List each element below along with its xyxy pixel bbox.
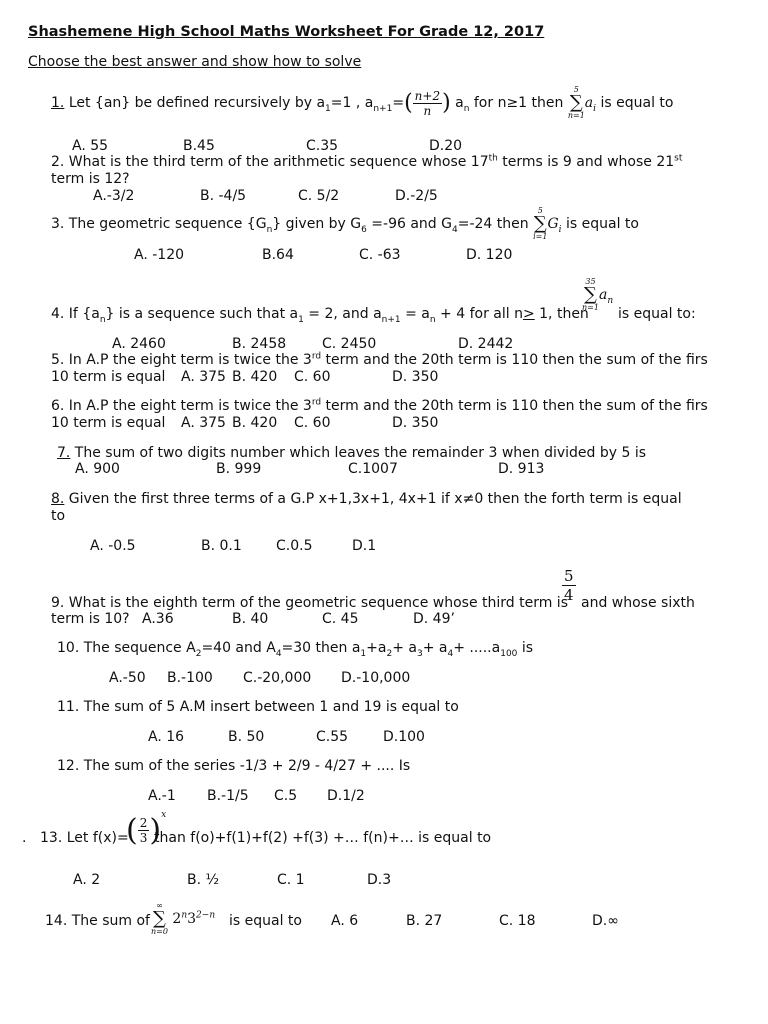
q11-option-c[interactable]: C.55: [316, 729, 349, 745]
question-14: 14. The sum of: [45, 913, 150, 929]
question-11: 11. The sum of 5 A.M insert between 1 and 19 is equal to: [57, 699, 459, 715]
q11-option-d[interactable]: D.100: [383, 729, 425, 745]
q12-option-a[interactable]: A.-1: [148, 788, 176, 804]
question-6-line2: 10 term is equal: [51, 415, 166, 431]
q8-option-b[interactable]: B. 0.1: [201, 538, 242, 554]
q8-option-a[interactable]: A. -0.5: [90, 538, 136, 554]
q10-option-a[interactable]: A.-50: [109, 670, 146, 686]
q1-option-d[interactable]: D.20: [429, 138, 463, 154]
q11-option-b[interactable]: B. 50: [228, 729, 265, 745]
q2-option-c[interactable]: C. 5/2: [298, 188, 340, 204]
q7-option-b[interactable]: B. 999: [216, 461, 262, 477]
fraction-2-3: ( $\frac{2}{3}$ )$^x$: [126, 809, 167, 848]
question-5-line2: 10 term is equal: [51, 369, 166, 385]
q4-option-b[interactable]: B. 2458: [232, 336, 287, 352]
q14-option-d[interactable]: D.∞: [592, 913, 619, 929]
q11-option-a[interactable]: A. 16: [148, 729, 185, 745]
question-2: 2. What is the third term of the arithmetic sequence whose 17th terms is 9 and whose 21st: [51, 153, 683, 170]
fraction: $\frac{n+2}{n}$: [414, 88, 441, 118]
question-8-line2: to: [51, 508, 66, 524]
q7-option-c[interactable]: C.1007: [348, 461, 398, 477]
q9-option-a[interactable]: A.36: [142, 611, 174, 627]
q3-option-d[interactable]: D. 120: [466, 247, 513, 263]
q6-option-b[interactable]: B. 420: [232, 415, 278, 431]
q10-option-d[interactable]: D.-10,000: [341, 670, 411, 686]
q2-option-b[interactable]: B. -4/5: [200, 188, 247, 204]
question-7: 7. The sum of two digits number which leaves the remainder 3 when divided by 5 is: [57, 445, 647, 461]
question-5: 5. In A.P the eight term is twice the 3rd term and the 20th term is 110 then the sum of the firs: [51, 351, 708, 368]
question-number: 8.: [51, 491, 65, 507]
question-1: 1. Let {an} be defined recursively by $a_1=1$ , $a_{n+1}=$( $\frac{n+2}{n}$ ) $a_n$ for n≥1 then 5 ∑ n=1 $a_i$ is equal to: [51, 85, 674, 120]
q10-option-b[interactable]: B.-100: [167, 670, 213, 686]
question-13-tail: than f(o)+f(1)+f(2) +f(3) +… f(n)+… is equal to: [154, 830, 492, 846]
q9-option-d[interactable]: D. 49’: [413, 611, 455, 627]
q14-option-a[interactable]: A. 6: [331, 913, 359, 929]
question-9-tail: and whose sixth: [581, 595, 695, 611]
summation-symbol: 5 ∑ n=1: [567, 85, 585, 120]
q2-option-a[interactable]: A.-3/2: [93, 188, 135, 204]
q7-option-a[interactable]: A. 900: [75, 461, 120, 477]
question-4-tail: is equal to:: [618, 306, 696, 322]
question-8: 8. Given the first three terms of a G.P x+1,3x+1, 4x+1 if x≠0 then the forth term is equal: [51, 491, 682, 507]
question-14-tail: is equal to: [229, 913, 302, 929]
q1-option-b[interactable]: B.45: [183, 138, 215, 154]
question-13: 13. Let f(x)=: [40, 830, 129, 846]
question-2-line2: term is 12?: [51, 171, 130, 187]
question-number: 1.: [51, 95, 65, 111]
q9-option-b[interactable]: B. 40: [232, 611, 269, 627]
q6-option-c[interactable]: C. 60: [294, 415, 331, 431]
q12-option-b[interactable]: B.-1/5: [207, 788, 249, 804]
question-9: 9. What is the eighth term of the geometric sequence whose third term is: [51, 595, 568, 611]
q13-option-d[interactable]: D.3: [367, 872, 392, 888]
q12-option-c[interactable]: C.5: [274, 788, 298, 804]
q6-option-d[interactable]: D. 350: [392, 415, 439, 431]
summation-block: 35 ∑ n=1 $a_n$: [582, 277, 614, 312]
q5-option-b[interactable]: B. 420: [232, 369, 278, 385]
question-number: 7.: [57, 445, 71, 461]
q12-option-d[interactable]: D.1/2: [327, 788, 365, 804]
q4-option-d[interactable]: D. 2442: [458, 336, 514, 352]
q10-option-c[interactable]: C.-20,000: [243, 670, 312, 686]
question-12: 12. The sum of the series -1/3 + 2/9 - 4/27 + .... Is: [57, 758, 411, 774]
q1-option-c[interactable]: C.35: [306, 138, 339, 154]
question-9-line2: term is 10?: [51, 611, 130, 627]
q4-option-a[interactable]: A. 2460: [112, 336, 166, 352]
summation-block: ∞ ∑ n=0 $2^n3^{2-n}$: [151, 901, 216, 936]
bullet-dot: .: [22, 830, 27, 846]
q2-option-d[interactable]: D.-2/5: [395, 188, 438, 204]
q14-option-c[interactable]: C. 18: [499, 913, 536, 929]
question-10: 10. The sequence $A_2=40$ and $A_4=30$ then $a_1+a_2+ a_3+ a_4+ .....a_{100}$ is: [57, 640, 534, 659]
q4-option-c[interactable]: C. 2450: [322, 336, 377, 352]
instruction: Choose the best answer and show how to solve: [28, 54, 362, 70]
q5-option-a[interactable]: A. 375: [181, 369, 226, 385]
question-6: 6. In A.P the eight term is twice the 3rd term and the 20th term is 110 then the sum of the firs: [51, 397, 708, 414]
q5-option-c[interactable]: C. 60: [294, 369, 331, 385]
fraction-5-4: 5 4: [564, 567, 574, 604]
q8-option-d[interactable]: D.1: [352, 538, 377, 554]
q5-option-d[interactable]: D. 350: [392, 369, 439, 385]
q3-option-c[interactable]: C. -63: [359, 247, 401, 263]
q14-option-b[interactable]: B. 27: [406, 913, 443, 929]
question-3: 3. The geometric sequence $\{G_n\}$ given by $G_6 =-96$ and $G_4=-24$ then 5 ∑ i=1 $G_i$ is equal to: [51, 206, 639, 241]
q9-option-c[interactable]: C. 45: [322, 611, 359, 627]
q3-option-a[interactable]: A. -120: [134, 247, 185, 263]
q7-option-d[interactable]: D. 913: [498, 461, 545, 477]
q8-option-c[interactable]: C.0.5: [276, 538, 313, 554]
q1-option-a[interactable]: A. 55: [72, 138, 109, 154]
q13-option-b[interactable]: B. ½: [187, 872, 220, 888]
question-4: 4. If $\{a_n\}$ is a sequence such that $a_1 = 2$, and $a_{n+1} = a_n + 4$ for all n> 1, then: [51, 306, 589, 325]
q13-option-a[interactable]: A. 2: [73, 872, 101, 888]
q13-option-c[interactable]: C. 1: [277, 872, 305, 888]
q3-option-b[interactable]: B.64: [262, 247, 294, 263]
q6-option-a[interactable]: A. 375: [181, 415, 226, 431]
summation-symbol: 5 ∑ i=1: [533, 206, 548, 241]
worksheet-title: Shashemene High School Maths Worksheet For Grade 12, 2017: [28, 24, 545, 40]
